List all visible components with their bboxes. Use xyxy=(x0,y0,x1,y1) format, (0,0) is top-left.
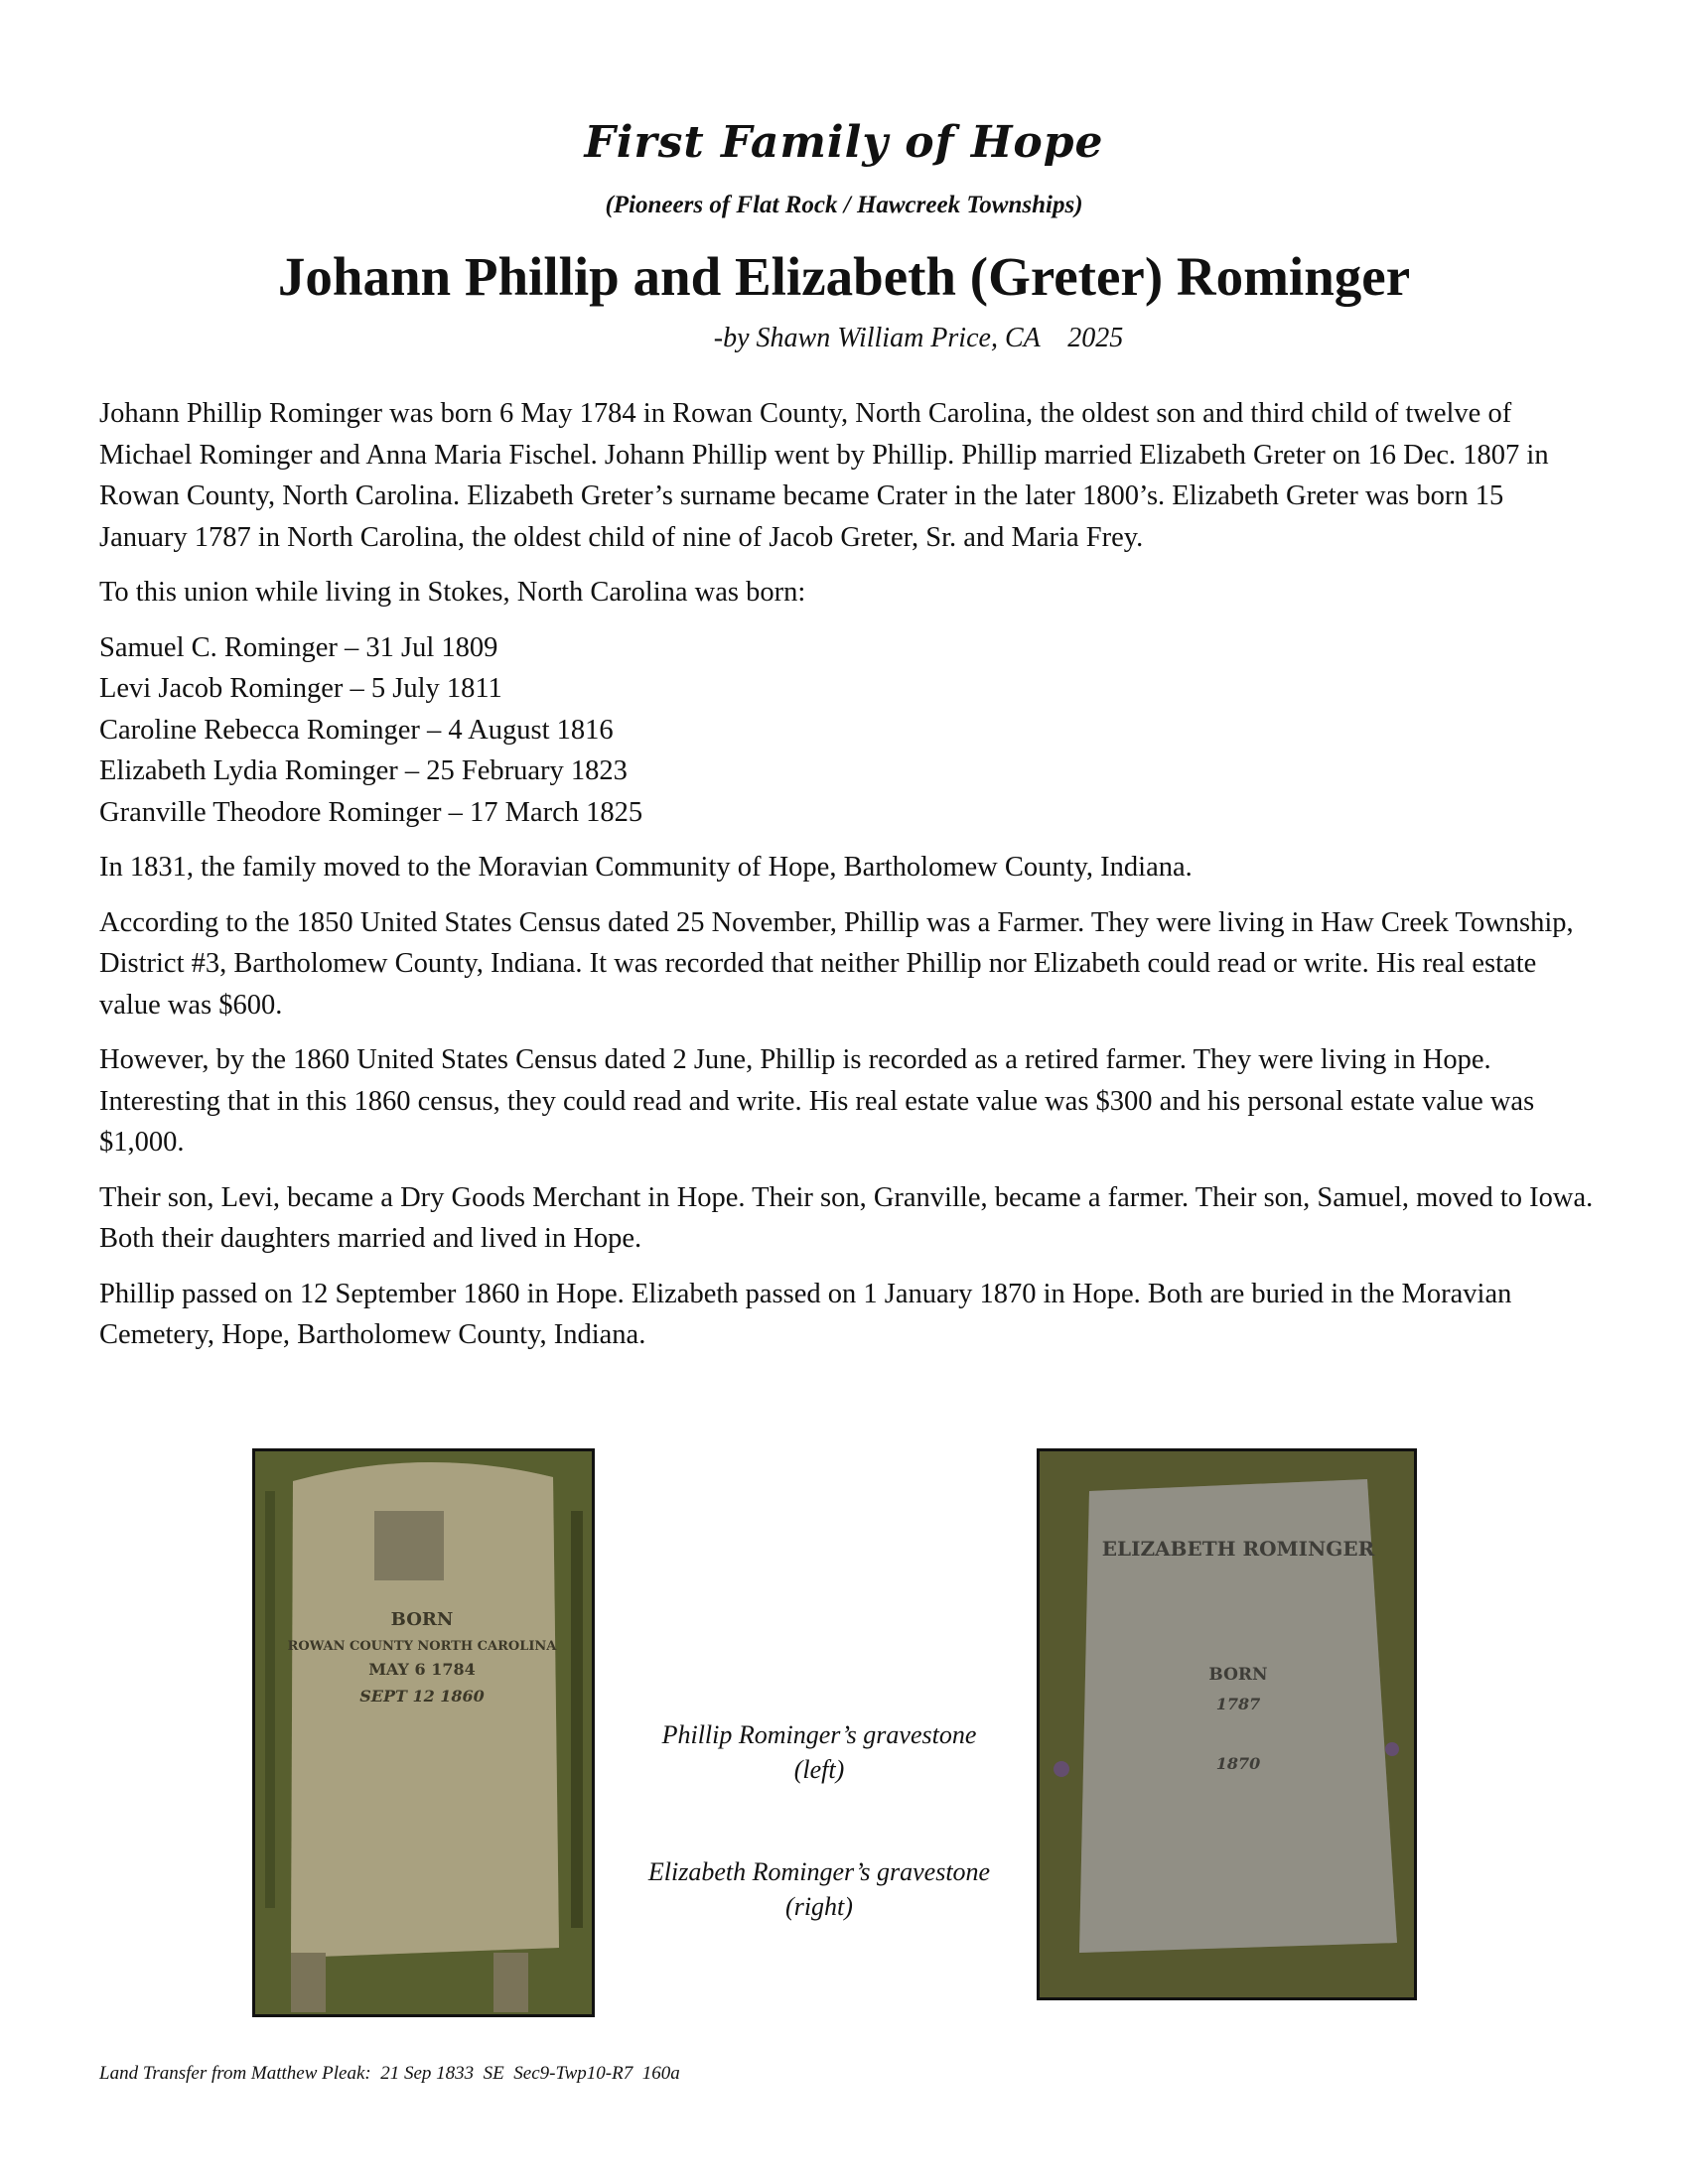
paragraph-children-intro: To this union while living in Stokes, North Carolina was born: xyxy=(99,577,806,608)
series-subtitle: (Pioneers of Flat Rock / Hawcreek Townships) xyxy=(605,192,1083,218)
elizabeth-gravestone-photo xyxy=(1037,1448,1417,2000)
paragraph-children-fates: Their son, Levi, became a Dry Goods Merchant in Hope. Their son, Granville, became a farmer. Their son, Samuel, moved to Iowa. Both their daughters married and lived in Hope. xyxy=(99,1181,1594,1254)
elizabeth-caption: Elizabeth Rominger’s gravestone (right) xyxy=(647,1857,991,1921)
engraved-text: 1870 xyxy=(1215,1754,1261,1773)
engraved-text: MAY 6 1784 xyxy=(368,1660,476,1679)
page-title: Johann Phillip and Elizabeth (Greter) Rominger xyxy=(277,246,1411,307)
children-list xyxy=(99,627,1594,834)
series-title: First Family of Hope xyxy=(584,117,1104,168)
list-item: Caroline Rebecca Rominger – 4 August 1816 xyxy=(99,714,614,746)
list-item: Elizabeth Lydia Rominger – 25 February 1823 xyxy=(99,755,628,786)
land-transfer-footnote: Land Transfer from Matthew Pleak: 21 Sep 1833 SE Sec9-Twp10-R7 160a xyxy=(99,2063,680,2084)
list-item: Levi Jacob Rominger – 5 July 1811 xyxy=(99,673,502,704)
article-body xyxy=(99,393,1594,1370)
engraved-text: BORN xyxy=(390,1609,454,1630)
phillip-gravestone-photo xyxy=(252,1448,595,2017)
engraved-text: ELIZABETH ROMINGER xyxy=(1101,1537,1375,1561)
paragraph-deaths: Phillip passed on 12 September 1860 in Hope. Elizabeth passed on 1 January 1870 in Hope. Both are buried in the Moravian Cemetery, Hope, Bartholomew County, Indiana. xyxy=(99,1278,1512,1350)
list-item: Granville Theodore Rominger – 17 March 1825 xyxy=(99,796,643,828)
paragraph-birth-marriage: Johann Phillip Rominger was born 6 May 1784 in Rowan County, North Carolina, the oldest son and third child of twelve of Michael Rominger and Anna Maria Fischel. Johann Phillip went by Phillip. Phillip married Elizabeth Greter on 16 Dec. 1807 in Rowan County, North Carolina. Elizabeth Greter’s surname became Crater in the later 1800’s. Elizabeth Greter was born 15 January 1787 in North Carolina, the oldest child of nine of Jacob Greter, Sr. and Maria Frey. xyxy=(99,398,1549,553)
engraved-text: SEPT 12 1860 xyxy=(359,1687,485,1706)
paragraph-move: In 1831, the family moved to the Moravian Community of Hope, Bartholomew County, Indiana. xyxy=(99,852,1193,883)
engraved-text: ROWAN COUNTY NORTH CAROLINA xyxy=(287,1639,557,1654)
phillip-caption: Phillip Rominger’s gravestone (left) xyxy=(661,1720,977,1784)
gravestone-image xyxy=(255,1451,592,2014)
list-item: Samuel C. Rominger – 31 Jul 1809 xyxy=(99,631,498,663)
engraved-text: 1787 xyxy=(1215,1695,1261,1713)
byline: -by Shawn William Price, CA 2025 xyxy=(713,323,1124,353)
paragraph-1850-census: According to the 1850 United States Census dated 25 November, Phillip was a Farmer. They were living in Haw Creek Township, District #3, Bartholomew County, Indiana. It was recorded that neither Phillip nor Elizabeth could read or write. His real estate value was $600. xyxy=(99,906,1574,1021)
paragraph-1860-census: However, by the 1860 United States Census dated 2 June, Phillip is recorded as a retired farmer. They were living in Hope. Interesting that in this 1860 census, they could read and write. His real estate value was $300 and his personal estate value was $1,000. xyxy=(99,1044,1535,1158)
gravestone-image xyxy=(1040,1451,1414,1997)
engraved-text: BORN xyxy=(1208,1665,1268,1685)
